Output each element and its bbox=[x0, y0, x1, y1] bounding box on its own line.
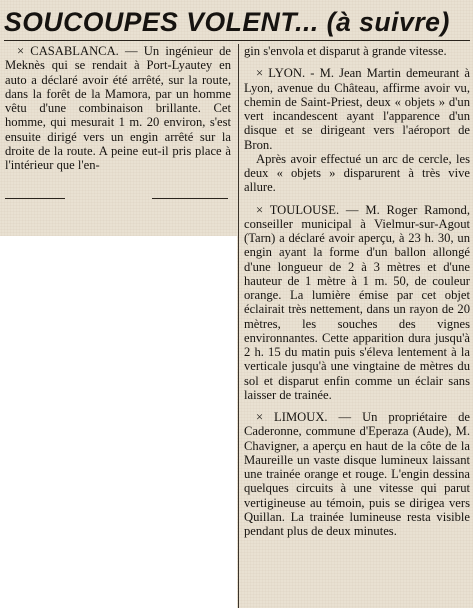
paragraph-lyon-2: Après avoir effectué un arc de cercle, les deux « objets » disparurent à très vive allure. bbox=[244, 151, 470, 195]
section-rule-left bbox=[5, 198, 65, 199]
column-right bbox=[244, 44, 470, 538]
paragraph-casablanca: × CASABLANCA. — Un ingénieur de Meknès qui se rendait à Port-Lyautey en auto a déclaré avoir été arrêté, sur la route, dans la forêt de la Mamora, par un homme vêtu d'une combinaison brillante. Cet homme, qui mesurait 1 m. 20 environ, s'est ensuite dirigé vers un engin arrêté sur la droite de la route. A peine eut-il pris place à l'intérieur que l'en- bbox=[5, 44, 231, 172]
column-left bbox=[5, 44, 231, 172]
paragraph-limoux: × LIMOUX. — Un propriétaire de Caderonne, commune d'Eperaza (Aude), M. Chavigner, a aperçu en haut de la côte de la Maureille un vaste disque lumineux laissant une trainée orange et rouge. L'engin dessina quelques circuits à une vitesse qui parut vertigineuse au témoin, puis se dirigea vers Quillan. La trainée lumineuse resta visible pendant plus de deux minutes. bbox=[244, 410, 470, 538]
paragraph-toulouse: × TOULOUSE. — M. Roger Ramond, conseiller municipal à Vielmur-sur-Agout (Tarn) a déclaré avoir aperçu, à 23 h. 30, un engin ayant la forme d'un ballon allongé d'une longueur de 2 à 3 mètres et d'une hauteur de 1 mètre à 1 m. 50, de couleur orange. La lumière émise par cet objet éclairait très nettement, dans un rayon de 20 mètres, les souches des vignes environnantes. Cette apparition dura jusqu'à 2 h. 15 du matin puis s'éleva lentement à la verticale jusqu'à une vingtaine de mètres du sol et disparut enfin comme un éclair sans laisser de trainée. bbox=[244, 202, 470, 402]
column-divider bbox=[238, 44, 239, 608]
headline-rule bbox=[4, 40, 470, 41]
headline: SOUCOUPES VOLENT... (à suivre) bbox=[4, 7, 450, 37]
paragraph-casablanca-continued: gin s'envola et disparut à grande vitesse. bbox=[244, 44, 447, 58]
section-rule-right bbox=[152, 198, 228, 199]
paragraph-lyon: × LYON. - M. Jean Martin demeurant à Lyon, avenue du Château, affirme avoir vu, chemin de Saint-Priest, deux « objets » d'un vert incandescent ayant l'apparence d'un disque et se dirigeant vers l'aéroport de Bron. bbox=[244, 66, 470, 152]
